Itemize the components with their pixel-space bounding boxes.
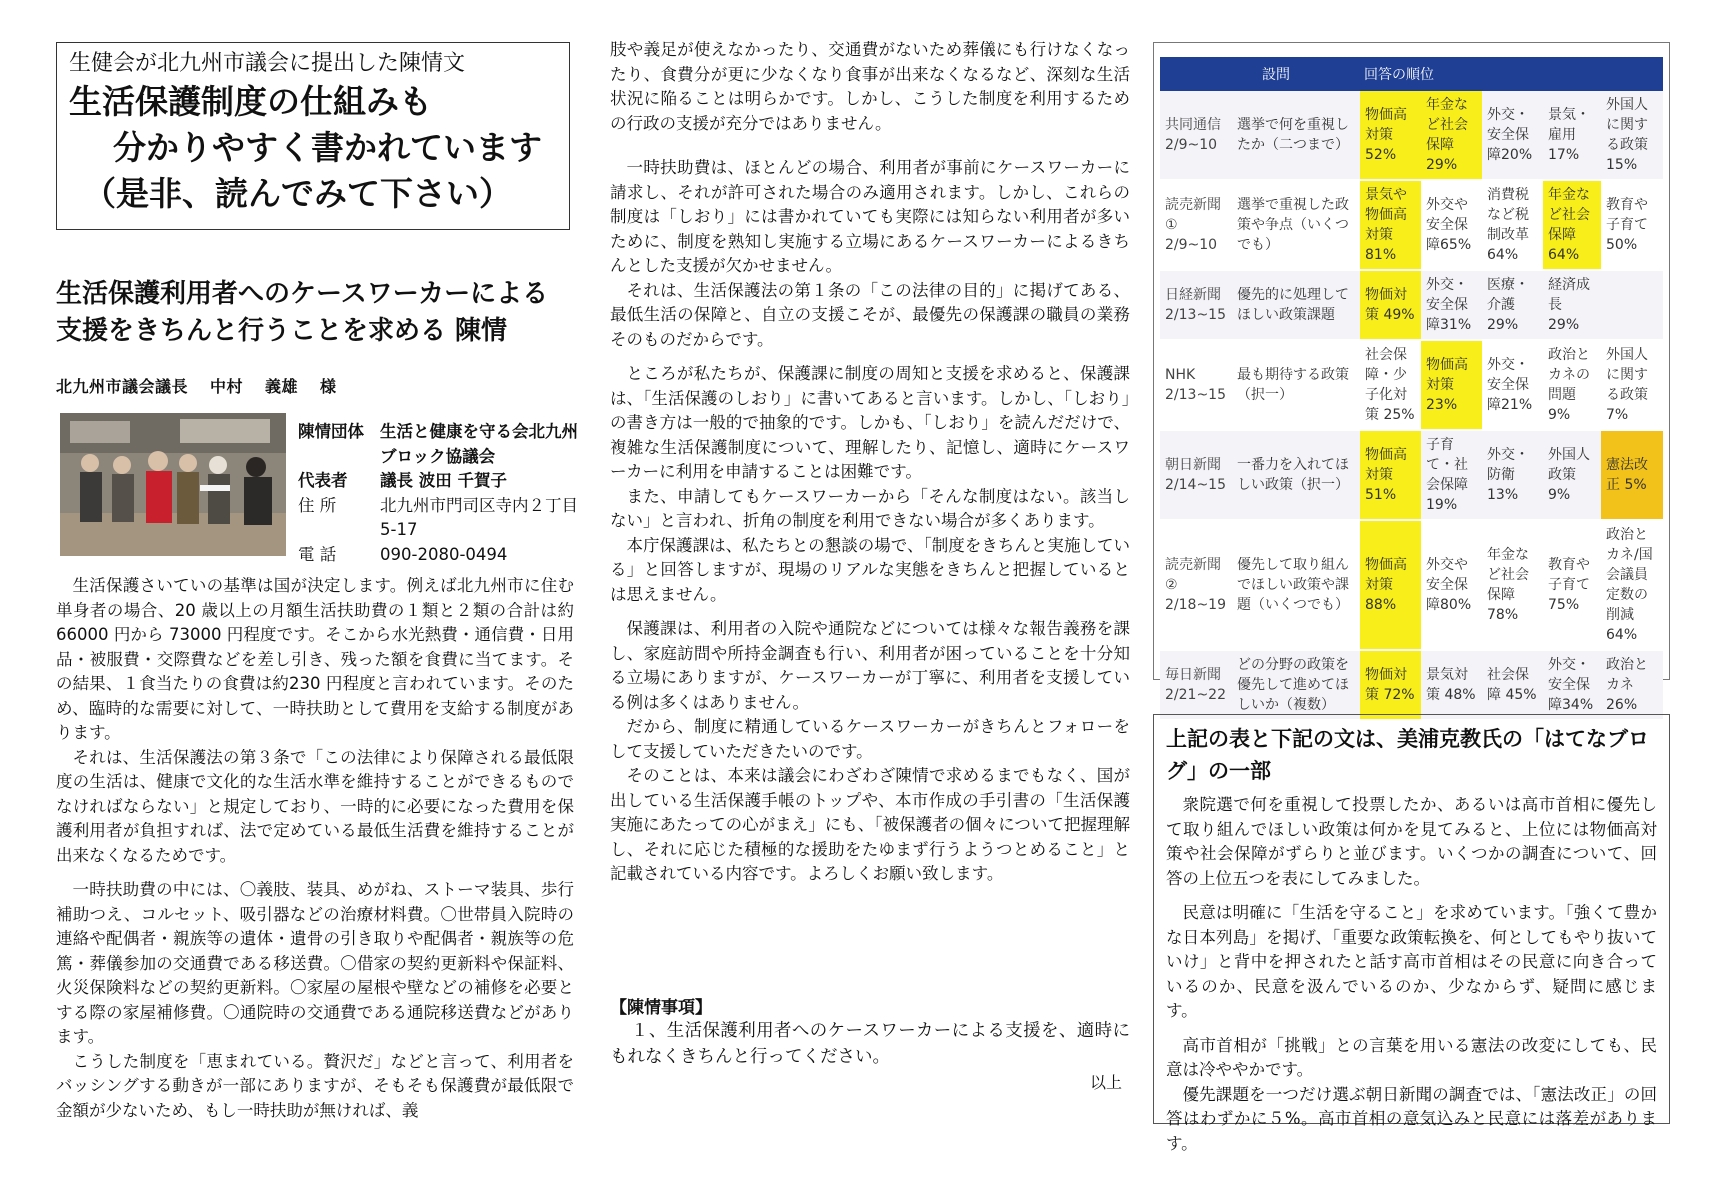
survey-answer: 年金など社会保障 64% [1543, 180, 1601, 270]
survey-answer: 外交・防衛 13% [1482, 430, 1543, 520]
survey-answer: 物価高対策 51% [1360, 430, 1421, 520]
survey-answer: 年金など社会保障 29% [1421, 91, 1482, 180]
survey-answer: 景気対策 48% [1421, 650, 1482, 720]
survey-answer: 政治とカネの問題9% [1543, 340, 1601, 430]
survey-question: 優先して取り組んでほしい政策や課題（いくつでも） [1232, 520, 1360, 650]
survey-answer: 社会保障・少子化対策 25% [1360, 340, 1421, 430]
petitioner-rep-key: 代表者 [298, 471, 348, 490]
col1-paragraph: こうした制度を「恵まれている。贅沢だ」などと言って、利用者をバッシングする動きが一部にありますが、そもそも保護費が最低限で金額が少ないため、もし一時扶助が無ければ、義 [56, 1051, 574, 1120]
survey-table-panel [1153, 42, 1670, 713]
request-heading: 【陳情事項】 [610, 998, 712, 1018]
title-line-1: 生活保護制度の仕組みも [69, 82, 432, 121]
blog-box [1153, 714, 1670, 1153]
col2-paragraph: 本庁保護課は、私たちとの懇談の場で、「制度をきちんと実施している」と回答しますが、現場のリアルな実態をきちんと把握しているとは思えません。 [610, 535, 1130, 604]
survey-answer: 物価高対策 23% [1421, 340, 1482, 430]
survey-answer: 外交や安全保障80% [1421, 520, 1482, 650]
survey-source: 朝日新聞 2/14~15 [1160, 430, 1232, 520]
blog-paragraph: 高市首相が「挑戦」との言葉を用いる憲法の改変にしても、民意は冷ややかです。 [1166, 1035, 1657, 1079]
survey-answer: 外交・安全保障31% [1421, 270, 1482, 340]
column-1-body [56, 574, 574, 1123]
survey-answer: 教育や子育て50% [1601, 180, 1663, 270]
survey-answer: 年金など社会保障 78% [1482, 520, 1543, 650]
survey-answer: 外交・安全保障21% [1482, 340, 1543, 430]
col2-paragraph: それは、生活保護法の第１条の「この法律の目的」に掲げてある、最低生活の保障と、自立の支援こそが、最優先の保護課の職員の業務そのものだからです。 [610, 280, 1130, 349]
addressee [56, 374, 359, 397]
survey-row [1160, 180, 1663, 270]
col2-paragraph: 保護課は、利用者の入院や通院などについては様々な報告義務を課し、家庭訪問や所持金調査も行い、利用者が困っていることを十分知る立場にありますが、ケースワーカーが丁寧に、利用者を支援している例は多くはありません。 [610, 619, 1130, 712]
survey-answer: 物価対策 72% [1360, 650, 1421, 720]
petitioner-tel-row [298, 543, 578, 568]
col2-paragraph: そのことは、本来は議会にわざわざ陳情で求めるまでもなく、国が出している生活保護手帳のトップや、本市作成の手引書の「生活保護実施にあたっての心がまえ」にも、「被保護者の個々について把握理解し、それに応じた積極的な援助をたゆまず行うようつとめること」と記載されている内容です。よろしくお願い致します。 [610, 766, 1130, 883]
survey-source: 読売新聞① 2/9~10 [1160, 180, 1232, 270]
survey-answer: 政治とカネ 26% [1601, 650, 1663, 720]
petition-heading [56, 276, 576, 350]
survey-answer: 消費税など税制改革 64% [1482, 180, 1543, 270]
petitioner-tel-value: 090-2080-0494 [380, 544, 508, 564]
request-closing: 以上 [1089, 1073, 1122, 1092]
petitioner-org-row [298, 420, 578, 469]
survey-question: 選挙で何を重視したか（二つまで） [1232, 91, 1360, 180]
title-box [56, 42, 570, 230]
survey-question: 優先的に処理してほしい政策課題 [1232, 270, 1360, 340]
survey-table-header [1160, 57, 1663, 91]
survey-question: 一番力を入れてほしい政策（択一） [1232, 430, 1360, 520]
blog-paragraph: 民意は明確に「生活を守ること」を求めています。「強くて豊かな日本列島」を掲げ、「重要な政策転換を、何としてもやり抜いていけ」と背中を押されたと話す高市首相はその民意に向き合っているのか、民意を汲んでいるのか、少なからず、疑問に感じます。 [1166, 903, 1657, 1020]
col2-paragraph: 肢や義足が使えなかったり、交通費がないため葬儀にも行けなくなったり、食費分が更に少なくなり食事が出来なくなるなど、深刻な生活状況に陥ることは明らかです。しかし、こうした制度を利用するための行政の支援が充分ではありません。 [610, 40, 1130, 133]
petitioner-address-value: 北九州市門司区寺内２丁目5-17 [380, 495, 578, 539]
survey-answer: 政治とカネ/国会議員定数の削減 64% [1601, 520, 1663, 650]
survey-answer: 景気・雇用 17% [1543, 91, 1601, 180]
title-line-3: （是非、読んでみて下さい） [83, 174, 512, 213]
survey-question: どの分野の政策を優先して進めてほしいか（複数） [1232, 650, 1360, 720]
blog-paragraph: 衆院選で何を重視して投票したか、あるいは高市首相に優先して取り組んでほしい政策は何かを見てみると、上位には物価高対策や社会保障がずらりと並びます。いくつかの調査について、回答の上位五つを表にしてみました。 [1166, 795, 1657, 888]
survey-answer: 外交・安全保障20% [1482, 91, 1543, 180]
title-subtitle: 生健会が北九州市議会に提出した陳情文 [69, 51, 466, 76]
survey-answer: 景気や物価高対策 81% [1360, 180, 1421, 270]
petitioner-rep-value: 議長 波田 千賀子 [380, 471, 507, 490]
survey-answer: 経済成長 29% [1543, 270, 1601, 340]
survey-answer: 外国人に関する政策 15% [1601, 91, 1663, 180]
col2-paragraph: ところが私たちが、保護課に制度の周知と支援を求めると、保護課は、「生活保護のしおり」に書いてあると言います。しかし、「しおり」の書き方は一般的で抽象的です。しかも、「しおり」を読んだだけで、複雑な生活保護制度について、理解したり、記憶し、適時にケースワーカーに利用を申請することは困難です。 [610, 364, 1130, 481]
survey-source: NHK 2/13~15 [1160, 340, 1232, 430]
survey-answer: 医療・介護 29% [1482, 270, 1543, 340]
survey-answer: 物価高対策 52% [1360, 91, 1421, 180]
survey-question: 選挙で重視した政策や争点（いくつでも） [1232, 180, 1360, 270]
survey-answer: 物価対策 49% [1360, 270, 1421, 340]
survey-answer: 教育や子育て75% [1543, 520, 1601, 650]
petitioner-rep-row [298, 469, 578, 494]
petitioner-tel-key: 電 話 [298, 544, 337, 564]
col2-paragraph: だから、制度に精通しているケースワーカーがきちんとフォローをして支援していただきたいのです。 [610, 717, 1130, 761]
petitioner-org-key: 陳情団体 [298, 422, 364, 441]
survey-row [1160, 520, 1663, 650]
survey-row [1160, 91, 1663, 180]
survey-question: 最も期待する政策（択一） [1232, 340, 1360, 430]
blog-title: 上記の表と下記の文は、美浦克教氏の「はてなブログ」の一部 [1166, 727, 1649, 783]
petition-heading-line-1: 生活保護利用者へのケースワーカーによる [56, 279, 549, 309]
survey-answer: 子育て・社会保障 19% [1421, 430, 1482, 520]
petitioner-address-key: 住 所 [298, 495, 337, 515]
survey-answer: 外国人に関する政策 7% [1601, 340, 1663, 430]
col1-paragraph: それは、生活保護法の第３条で「この法律により保障される最低限度の生活は、健康で文化的な生活水準を維持することができるものでなければならない」と規定しており、一時的に必要になった費用を保護利用者が負担すれば、法で定めている最低生活費を維持することが出来なくなるためです。 [56, 747, 574, 865]
column-2-body [610, 38, 1130, 887]
request-section [610, 993, 1130, 1093]
survey-row [1160, 430, 1663, 520]
survey-source: 日経新聞 2/13~15 [1160, 270, 1232, 340]
col2-paragraph: 一時扶助費は、ほとんどの場合、利用者が事前にケースワーカーに請求し、それが許可された場合のみ適用されます。しかし、これらの制度は「しおり」には書かれていても実際には知らない利用者が多いために、制度を熟知し実施する立場にあるケースワーカーによるきちんとした支援が欠かせません。 [610, 158, 1130, 275]
addressee-surname: 中村 [210, 377, 244, 396]
col1-paragraph: 生活保護さいていの基準は国が決定します。例えば北九州市に住む単身者の場合、20 歳以上の月額生活扶助費の１類と２類の合計は約 66000 円から 73000 円程度です。そこから水光熱費・通信費・日用品・被服費・交際費などを差し引き、残った額を食費に当てます。その結果、１食当たりの食費は約230 円程度と言われています。そのため、臨時的な需要に対して、一時扶助として費用を支給する制度があります。 [56, 576, 574, 742]
request-item: １、生活保護利用者へのケースワーカーによる支援を、適時にもれなくきちんと行ってください。 [610, 1021, 1130, 1067]
blog-paragraph: 優先課題を一つだけ選ぶ朝日新聞の調査では、「憲法改正」の回答はわずかに５%。高市首相の意気込みと民意には落差があります。 [1166, 1084, 1657, 1153]
addressee-honorific: 様 [320, 377, 337, 396]
petitioner-info [298, 420, 578, 567]
survey-col-ranking: 回答の順位 [1364, 67, 1434, 83]
survey-answer: 外国人政策 9% [1543, 430, 1601, 520]
survey-row [1160, 650, 1663, 720]
survey-source: 共同通信 2/9~10 [1160, 91, 1232, 180]
petitioner-org-value: 生活と健康を守る会北九州ブロック協議会 [380, 422, 578, 466]
col2-paragraph: また、申請してもケースワーカーから「そんな制度はない。該当しない」と言われ、折角の制度を利用できない場合が多くあります。 [610, 486, 1130, 530]
survey-row [1160, 270, 1663, 340]
survey-table [1160, 91, 1663, 721]
survey-col-question: 設問 [1262, 67, 1290, 83]
petition-heading-line-2: 支援をきちんと行うことを求める 陳情 [56, 316, 508, 346]
col1-paragraph: 一時扶助費の中には、〇義肢、装具、めがね、ストーマ装具、歩行補助つえ、コルセット、吸引器などの治療材料費。〇世帯員入院時の連絡や配偶者・親族等の遺体・遺骨の引き取りや配偶者・親族等の危篤・葬儀参加の交通費である移送費。〇借家の契約更新料や保証料、火災保険料などの契約更新料。〇家屋の屋根や壁などの補修を必要とする際の家屋補修費。〇通院時の交通費である通院移送費などがあります。 [56, 880, 575, 1046]
addressee-given: 義雄 [265, 377, 299, 396]
survey-answer: 物価高対策 88% [1360, 520, 1421, 650]
addressee-title: 北九州市議会議長 [56, 377, 189, 396]
group-photo-icon [60, 413, 286, 556]
survey-answer: 社会保障 45% [1482, 650, 1543, 720]
survey-answer: 外交・安全保障34% [1543, 650, 1601, 720]
survey-row [1160, 340, 1663, 430]
survey-source: 毎日新聞 2/21~22 [1160, 650, 1232, 720]
petitioner-address-row [298, 494, 578, 543]
survey-answer: 外交や安全保障65% [1421, 180, 1482, 270]
survey-answer [1601, 270, 1663, 340]
survey-answer: 憲法改正 5% [1601, 430, 1663, 520]
survey-source: 読売新聞② 2/18~19 [1160, 520, 1232, 650]
title-line-2: 分かりやすく書かれています [113, 128, 542, 167]
